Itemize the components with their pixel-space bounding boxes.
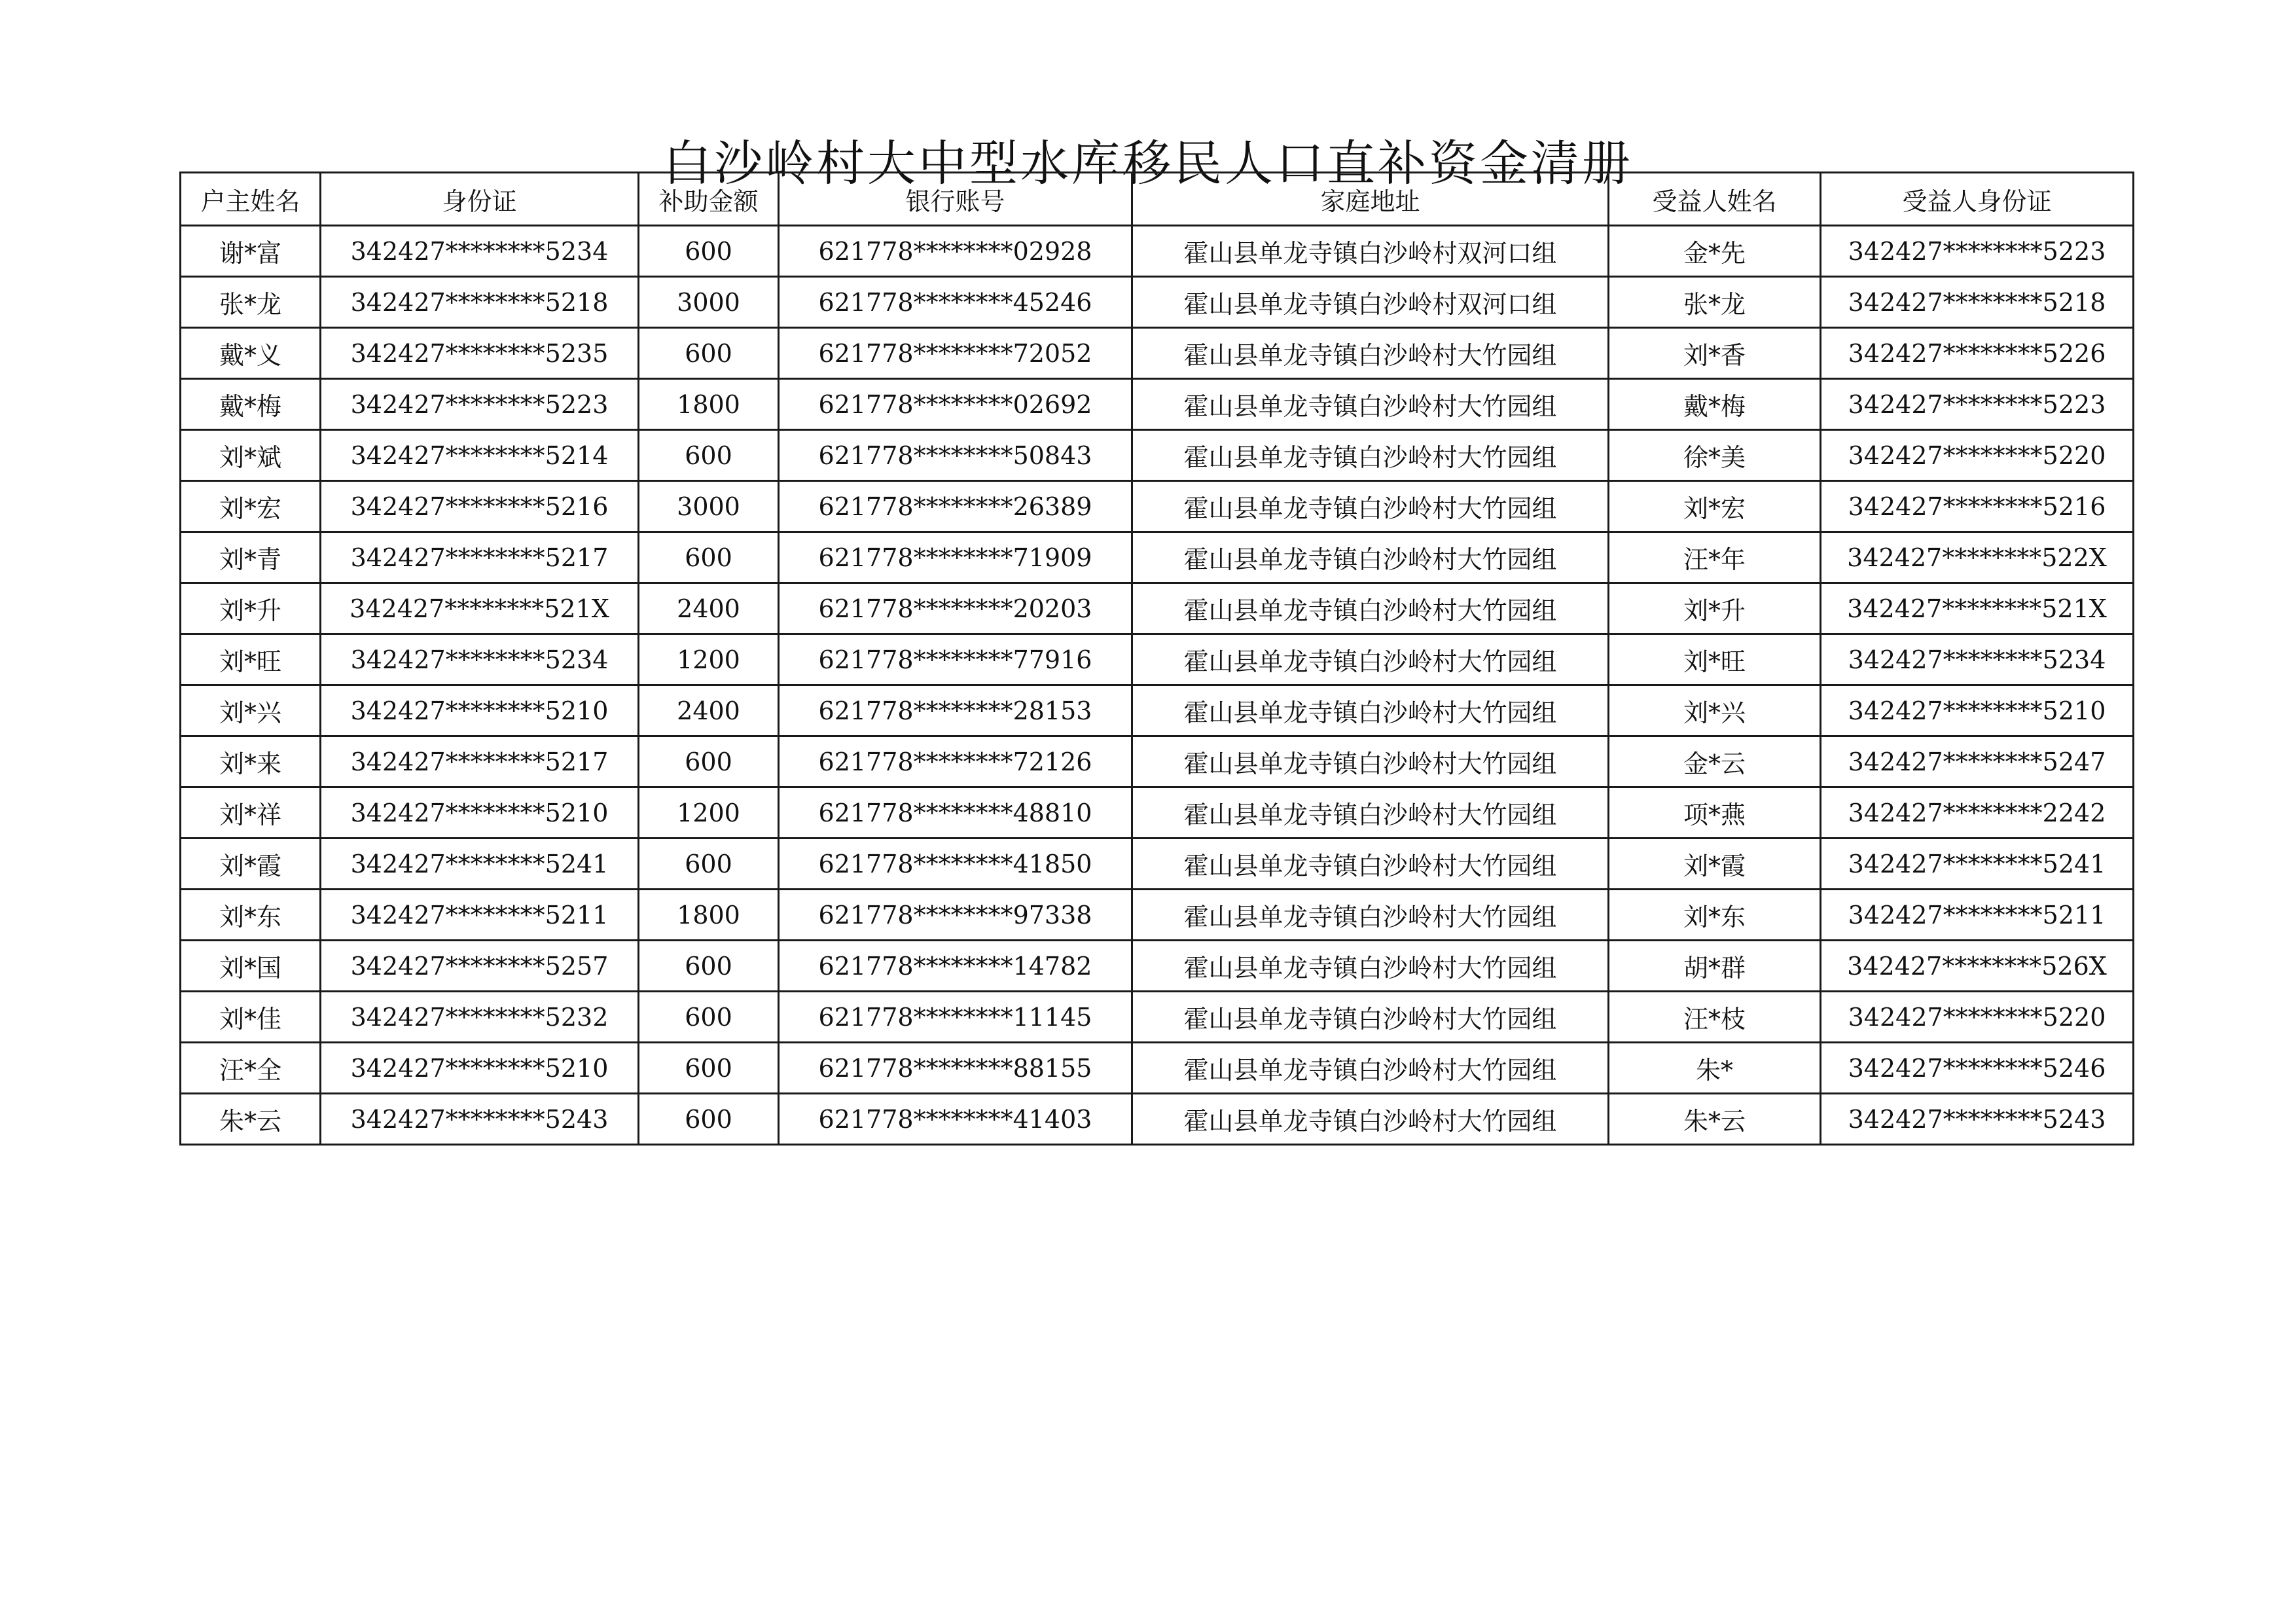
beneficiary-id-cell: 342427********5216 xyxy=(1821,481,2134,532)
beneficiary-name-cell: 徐*美 xyxy=(1609,430,1821,481)
table-row xyxy=(181,583,2134,634)
bank-account-cell: 621778********97338 xyxy=(779,890,1132,941)
subsidy-amount-cell: 600 xyxy=(639,1043,779,1094)
home-address-cell: 霍山县单龙寺镇白沙岭村大竹园组 xyxy=(1132,430,1609,481)
header-row xyxy=(181,173,2134,226)
id-number-cell: 342427********5241 xyxy=(321,839,639,890)
table-row xyxy=(181,1094,2134,1145)
bank-account-cell: 621778********45246 xyxy=(779,277,1132,328)
beneficiary-name-cell: 汪*枝 xyxy=(1609,992,1821,1043)
id-number-cell: 342427********5218 xyxy=(321,277,639,328)
table-row xyxy=(181,328,2134,379)
beneficiary-id-cell: 342427********5211 xyxy=(1821,890,2134,941)
home-address-cell: 霍山县单龙寺镇白沙岭村大竹园组 xyxy=(1132,941,1609,992)
table-row xyxy=(181,379,2134,430)
subsidy-amount-cell: 600 xyxy=(639,1094,779,1145)
table-header xyxy=(181,173,2134,226)
householder-name-cell: 刘*祥 xyxy=(181,787,321,839)
bank-account-cell: 621778********14782 xyxy=(779,941,1132,992)
beneficiary-id-cell: 342427********5223 xyxy=(1821,379,2134,430)
subsidy-amount-cell: 600 xyxy=(639,992,779,1043)
subsidy-amount-cell: 2400 xyxy=(639,685,779,736)
home-address-cell: 霍山县单龙寺镇白沙岭村大竹园组 xyxy=(1132,839,1609,890)
home-address-cell: 霍山县单龙寺镇白沙岭村大竹园组 xyxy=(1132,481,1609,532)
beneficiary-id-cell: 342427********5234 xyxy=(1821,634,2134,685)
header-householder-name: 户主姓名 xyxy=(181,173,321,226)
id-number-cell: 342427********5214 xyxy=(321,430,639,481)
bank-account-cell: 621778********88155 xyxy=(779,1043,1132,1094)
id-number-cell: 342427********5210 xyxy=(321,787,639,839)
bank-account-cell: 621778********41403 xyxy=(779,1094,1132,1145)
header-bank-account: 银行账号 xyxy=(779,173,1132,226)
householder-name-cell: 戴*梅 xyxy=(181,379,321,430)
bank-account-cell: 621778********72126 xyxy=(779,736,1132,787)
beneficiary-id-cell: 342427********5223 xyxy=(1821,226,2134,277)
home-address-cell: 霍山县单龙寺镇白沙岭村双河口组 xyxy=(1132,277,1609,328)
home-address-cell: 霍山县单龙寺镇白沙岭村大竹园组 xyxy=(1132,532,1609,583)
home-address-cell: 霍山县单龙寺镇白沙岭村大竹园组 xyxy=(1132,685,1609,736)
householder-name-cell: 刘*霞 xyxy=(181,839,321,890)
header-beneficiary-id: 受益人身份证 xyxy=(1821,173,2134,226)
beneficiary-id-cell: 342427********521X xyxy=(1821,583,2134,634)
beneficiary-id-cell: 342427********5243 xyxy=(1821,1094,2134,1145)
beneficiary-name-cell: 刘*兴 xyxy=(1609,685,1821,736)
householder-name-cell: 刘*国 xyxy=(181,941,321,992)
header-subsidy-amount: 补助金额 xyxy=(639,173,779,226)
table-row xyxy=(181,839,2134,890)
id-number-cell: 342427********5234 xyxy=(321,226,639,277)
subsidy-amount-cell: 1800 xyxy=(639,379,779,430)
id-number-cell: 342427********5243 xyxy=(321,1094,639,1145)
id-number-cell: 342427********5234 xyxy=(321,634,639,685)
beneficiary-id-cell: 342427********5218 xyxy=(1821,277,2134,328)
beneficiary-id-cell: 342427********526X xyxy=(1821,941,2134,992)
subsidy-amount-cell: 3000 xyxy=(639,481,779,532)
home-address-cell: 霍山县单龙寺镇白沙岭村大竹园组 xyxy=(1132,992,1609,1043)
beneficiary-name-cell: 戴*梅 xyxy=(1609,379,1821,430)
id-number-cell: 342427********5223 xyxy=(321,379,639,430)
id-number-cell: 342427********5210 xyxy=(321,1043,639,1094)
bank-account-cell: 621778********77916 xyxy=(779,634,1132,685)
beneficiary-id-cell: 342427********5210 xyxy=(1821,685,2134,736)
subsidy-amount-cell: 1800 xyxy=(639,890,779,941)
subsidy-amount-cell: 600 xyxy=(639,839,779,890)
bank-account-cell: 621778********26389 xyxy=(779,481,1132,532)
beneficiary-name-cell: 汪*年 xyxy=(1609,532,1821,583)
beneficiary-name-cell: 刘*霞 xyxy=(1609,839,1821,890)
householder-name-cell: 刘*青 xyxy=(181,532,321,583)
beneficiary-id-cell: 342427********5226 xyxy=(1821,328,2134,379)
beneficiary-id-cell: 342427********522X xyxy=(1821,532,2134,583)
home-address-cell: 霍山县单龙寺镇白沙岭村大竹园组 xyxy=(1132,328,1609,379)
bank-account-cell: 621778********02692 xyxy=(779,379,1132,430)
subsidy-amount-cell: 2400 xyxy=(639,583,779,634)
subsidy-amount-cell: 600 xyxy=(639,532,779,583)
beneficiary-name-cell: 刘*香 xyxy=(1609,328,1821,379)
householder-name-cell: 张*龙 xyxy=(181,277,321,328)
subsidy-amount-cell: 600 xyxy=(639,941,779,992)
beneficiary-id-cell: 342427********5246 xyxy=(1821,1043,2134,1094)
beneficiary-id-cell: 342427********5220 xyxy=(1821,430,2134,481)
householder-name-cell: 谢*富 xyxy=(181,226,321,277)
table-row xyxy=(181,941,2134,992)
beneficiary-id-cell: 342427********5241 xyxy=(1821,839,2134,890)
beneficiary-name-cell: 朱*云 xyxy=(1609,1094,1821,1145)
id-number-cell: 342427********5217 xyxy=(321,736,639,787)
table-row xyxy=(181,481,2134,532)
home-address-cell: 霍山县单龙寺镇白沙岭村大竹园组 xyxy=(1132,634,1609,685)
bank-account-cell: 621778********71909 xyxy=(779,532,1132,583)
bank-account-cell: 621778********02928 xyxy=(779,226,1132,277)
householder-name-cell: 刘*兴 xyxy=(181,685,321,736)
table-row xyxy=(181,787,2134,839)
table-row xyxy=(181,277,2134,328)
bank-account-cell: 621778********20203 xyxy=(779,583,1132,634)
bank-account-cell: 621778********41850 xyxy=(779,839,1132,890)
beneficiary-name-cell: 胡*群 xyxy=(1609,941,1821,992)
subsidy-amount-cell: 1200 xyxy=(639,634,779,685)
table-row xyxy=(181,634,2134,685)
home-address-cell: 霍山县单龙寺镇白沙岭村大竹园组 xyxy=(1132,583,1609,634)
beneficiary-id-cell: 342427********5220 xyxy=(1821,992,2134,1043)
table-body xyxy=(181,226,2134,1145)
home-address-cell: 霍山县单龙寺镇白沙岭村大竹园组 xyxy=(1132,379,1609,430)
id-number-cell: 342427********5211 xyxy=(321,890,639,941)
table-row xyxy=(181,685,2134,736)
beneficiary-name-cell: 金*先 xyxy=(1609,226,1821,277)
id-number-cell: 342427********5217 xyxy=(321,532,639,583)
id-number-cell: 342427********521X xyxy=(321,583,639,634)
beneficiary-id-cell: 342427********5247 xyxy=(1821,736,2134,787)
beneficiary-name-cell: 张*龙 xyxy=(1609,277,1821,328)
beneficiary-name-cell: 项*燕 xyxy=(1609,787,1821,839)
householder-name-cell: 戴*义 xyxy=(181,328,321,379)
table-row xyxy=(181,226,2134,277)
householder-name-cell: 汪*全 xyxy=(181,1043,321,1094)
id-number-cell: 342427********5210 xyxy=(321,685,639,736)
subsidy-amount-cell: 600 xyxy=(639,328,779,379)
householder-name-cell: 刘*佳 xyxy=(181,992,321,1043)
id-number-cell: 342427********5235 xyxy=(321,328,639,379)
home-address-cell: 霍山县单龙寺镇白沙岭村双河口组 xyxy=(1132,226,1609,277)
beneficiary-name-cell: 刘*东 xyxy=(1609,890,1821,941)
subsidy-amount-cell: 600 xyxy=(639,430,779,481)
id-number-cell: 342427********5232 xyxy=(321,992,639,1043)
table-row xyxy=(181,430,2134,481)
document-title: 白沙岭村大中型水库移民人口直补资金清册 xyxy=(663,135,1633,192)
householder-name-cell: 刘*来 xyxy=(181,736,321,787)
bank-account-cell: 621778********72052 xyxy=(779,328,1132,379)
subsidy-amount-cell: 3000 xyxy=(639,277,779,328)
table-row xyxy=(181,532,2134,583)
householder-name-cell: 朱*云 xyxy=(181,1094,321,1145)
header-home-address: 家庭地址 xyxy=(1132,173,1609,226)
subsidy-amount-cell: 600 xyxy=(639,736,779,787)
table-row xyxy=(181,736,2134,787)
beneficiary-name-cell: 朱* xyxy=(1609,1043,1821,1094)
householder-name-cell: 刘*宏 xyxy=(181,481,321,532)
bank-account-cell: 621778********28153 xyxy=(779,685,1132,736)
beneficiary-name-cell: 刘*旺 xyxy=(1609,634,1821,685)
home-address-cell: 霍山县单龙寺镇白沙岭村大竹园组 xyxy=(1132,1094,1609,1145)
beneficiary-name-cell: 金*云 xyxy=(1609,736,1821,787)
bank-account-cell: 621778********50843 xyxy=(779,430,1132,481)
table-row xyxy=(181,992,2134,1043)
home-address-cell: 霍山县单龙寺镇白沙岭村大竹园组 xyxy=(1132,787,1609,839)
beneficiary-id-cell: 342427********2242 xyxy=(1821,787,2134,839)
subsidy-amount-cell: 1200 xyxy=(639,787,779,839)
householder-name-cell: 刘*斌 xyxy=(181,430,321,481)
subsidy-register-table xyxy=(179,171,2134,1146)
id-number-cell: 342427********5216 xyxy=(321,481,639,532)
id-number-cell: 342427********5257 xyxy=(321,941,639,992)
bank-account-cell: 621778********11145 xyxy=(779,992,1132,1043)
householder-name-cell: 刘*升 xyxy=(181,583,321,634)
householder-name-cell: 刘*旺 xyxy=(181,634,321,685)
table-row xyxy=(181,1043,2134,1094)
header-beneficiary-name: 受益人姓名 xyxy=(1609,173,1821,226)
householder-name-cell: 刘*东 xyxy=(181,890,321,941)
subsidy-amount-cell: 600 xyxy=(639,226,779,277)
home-address-cell: 霍山县单龙寺镇白沙岭村大竹园组 xyxy=(1132,736,1609,787)
home-address-cell: 霍山县单龙寺镇白沙岭村大竹园组 xyxy=(1132,1043,1609,1094)
bank-account-cell: 621778********48810 xyxy=(779,787,1132,839)
beneficiary-name-cell: 刘*升 xyxy=(1609,583,1821,634)
home-address-cell: 霍山县单龙寺镇白沙岭村大竹园组 xyxy=(1132,890,1609,941)
beneficiary-name-cell: 刘*宏 xyxy=(1609,481,1821,532)
header-id-number: 身份证 xyxy=(321,173,639,226)
table-row xyxy=(181,890,2134,941)
